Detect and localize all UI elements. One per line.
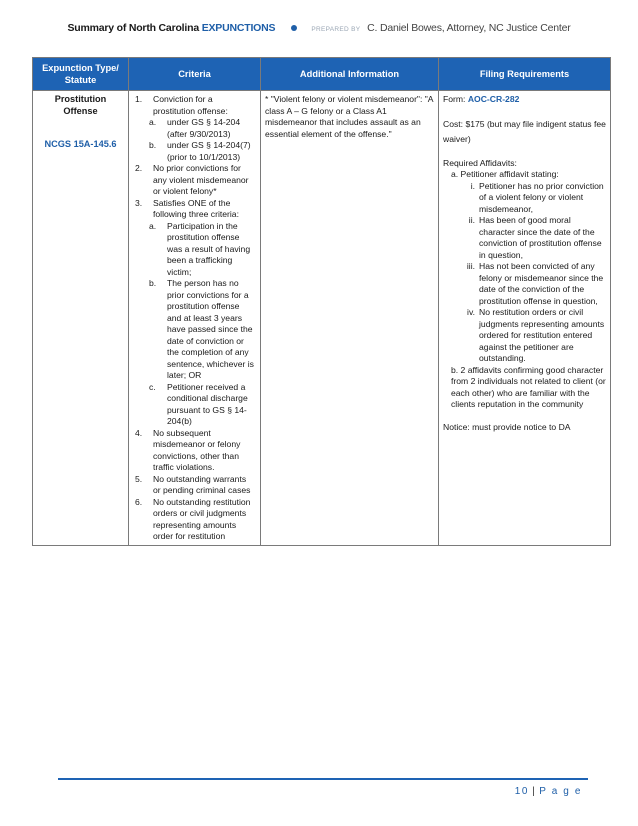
character-affidavits: b. 2 affidavits confirming good character from 2 individuals not related to client (or each other) who are familiar with the clients reputation in the community [451,364,606,409]
form-line: Form: AOC-CR-282 [443,94,520,104]
affidavit-item: iii. Has not been convicted of any felony or misdemeanor since the date of the conviction of the prostitution offense in question, [466,261,604,306]
criteria-cell [129,91,261,546]
expunction-type: Prostitution Offense [54,94,107,116]
petitioner-affidavit-heading: a. Petitioner affidavit stating: [451,169,559,179]
page-number: 10 | P a g e [514,786,582,797]
affidavits-heading: Required Affidavits: [443,157,517,168]
criteria-subitem: b. under GS § 14-204(7) (prior to 10/1/2013) [149,140,251,162]
column-header-criteria: Criteria [129,58,261,91]
affidavit-item: ii. Has been of good moral character since the date of the conviction of prostitution offense in question, [468,215,602,260]
footer-divider [58,778,588,780]
form-link[interactable]: AOC-CR-282 [467,94,520,104]
header-title-expunctions: EXPUNCTIONS [201,22,276,34]
criteria-subitem: a. Participation in the prostitution offense was a result of having been a trafficking victim; [149,220,251,277]
header-author: C. Daniel Bowes, Attorney, NC Justice Center [367,22,571,34]
header-title: Summary of North Carolina EXPUNCTIONS [67,22,276,34]
table-row [33,91,611,546]
criteria-item: 6. No outstanding restitution orders or civil judgments representing amounts order for restitution [135,496,251,541]
criteria-item: 5. No outstanding warrants or pending criminal cases [135,473,251,495]
expunction-table [32,57,611,546]
affidavit-item: iv. No restitution orders or civil judgments representing amounts ordered for restitution entered against the petitioner are outstanding. [467,307,605,363]
prepared-by-label: PREPARED BY [311,26,361,33]
table-header-row [33,58,611,91]
column-header-type: Expunction Type/ Statute [33,58,129,91]
criteria-subitem: b. The person has no prior convictions for a prostitution offense and at least 3 years have passed since the date of conviction or the completion of any sentence, whichever is later; OR [149,278,254,380]
cost-line: Cost: $175 (but may file indigent status fee waiver) [443,118,606,144]
notice-line: Notice: must provide notice to DA [443,421,571,432]
violent-felony-definition: * "Violent felony or violent misdemeanor": "A class A – G felony or a Class A1 misdemeanor that includes assault as an essential element of the offense." [265,94,434,139]
criteria-item: 2. No prior convictions for any violent misdemeanor or violent felony* [135,163,249,196]
column-header-filing: Filing Requirements [439,58,611,91]
additional-info-cell [261,91,439,546]
affidavit-item: i. Petitioner has no prior conviction of a violent felony or violent misdemeanor, [470,180,604,214]
column-header-additional-info: Additional Information [261,58,439,91]
page-header [0,22,638,34]
criteria-item: 4. No subsequent misdemeanor or felony convictions, other than traffic violations. [135,427,241,472]
criteria-item: 1. Conviction for a prostitution offense: [135,94,228,116]
criteria-subitem: a. under GS § 14-204 (after 9/30/2013) [149,117,241,139]
statute-link[interactable]: NCGS 15A-145.6 [44,139,117,149]
criteria-item: 3. Satisfies ONE of the following three criteria: [135,197,239,219]
bullet-icon [291,25,297,31]
criteria-subitem: c. Petitioner received a conditional discharge pursuant to GS § 14-204(b) [149,381,248,426]
type-cell [33,91,129,546]
filing-cell [439,91,611,546]
